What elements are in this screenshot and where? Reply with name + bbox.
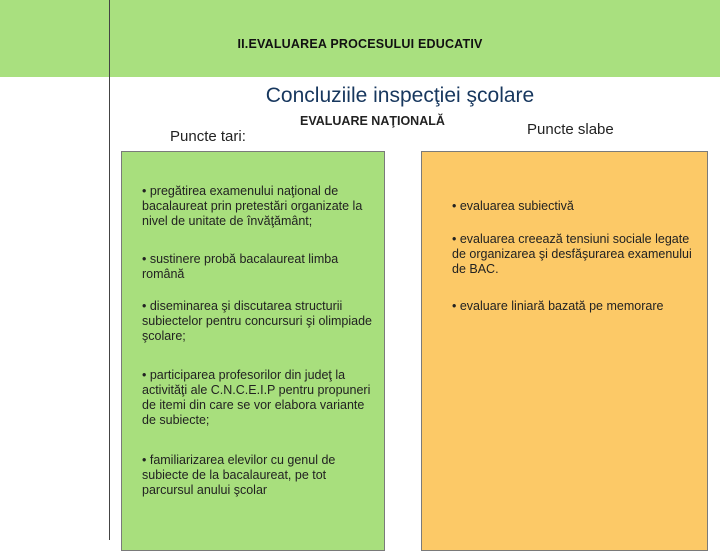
vertical-divider: [109, 0, 110, 540]
strength-item: • diseminarea şi discutarea structurii subiectelor pentru concursuri şi olimpiade şcolare;: [142, 299, 372, 343]
weakness-item: • evaluarea creează tensiuni sociale legate de organizarea şi desfăşurarea examenului de BAC.: [452, 232, 692, 276]
weakness-item: • evaluare liniară bazată pe memorare: [452, 299, 664, 313]
strength-item: • familiarizarea elevilor cu genul de subiecte de la bacalaureat, pe tot parcursul anului şcolar: [142, 453, 336, 497]
strength-item: • participarea profesorilor din judeţ la activităţi ale C.N.C.E.I.P pentru propuneri de itemi din care se vor elabora variante de subiecte;: [142, 368, 371, 427]
weaknesses-panel: [421, 151, 708, 551]
page-title: Concluziile inspecţiei şcolare: [265, 84, 535, 107]
strengths-panel: [121, 151, 385, 551]
strength-item: • sustinere probă bacalaureat limba română: [142, 252, 339, 281]
weaknesses-label: Puncte slabe: [527, 121, 614, 138]
national-evaluation-label: EVALUARE NAŢIONALĂ: [300, 114, 445, 128]
weakness-item: • evaluarea subiectivă: [452, 199, 574, 213]
strength-item: • pregătirea examenului naţional de bacalaureat prin pretestări organizate la nivel de unitate de învăţământ;: [142, 184, 363, 228]
banner-title: II.EVALUAREA PROCESULUI EDUCATIV: [237, 37, 483, 51]
strengths-label: Puncte tari:: [170, 128, 246, 145]
